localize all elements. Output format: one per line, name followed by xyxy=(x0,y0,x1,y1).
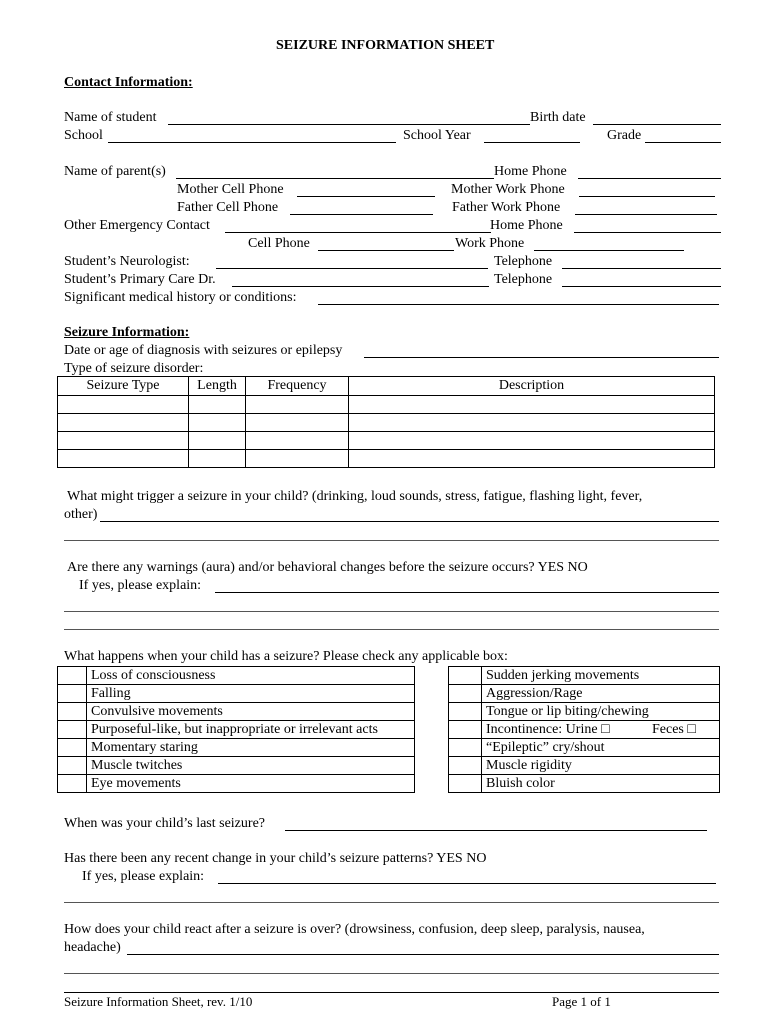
footer-page-number: Page 1 of 1 xyxy=(552,994,611,1009)
primary-care-label: Student’s Primary Care Dr. xyxy=(64,272,216,287)
work-phone-field[interactable] xyxy=(534,250,684,251)
checkbox[interactable] xyxy=(449,739,482,757)
checkbox[interactable] xyxy=(449,721,482,739)
father-work-label: Father Work Phone xyxy=(452,200,561,215)
list-item: Muscle rigidity xyxy=(449,757,720,775)
column-frequency: Frequency xyxy=(246,377,349,396)
aura-explain-field[interactable] xyxy=(215,592,719,593)
seizure-type-table xyxy=(57,376,715,468)
checklist-left xyxy=(57,666,415,793)
after-extra-line[interactable] xyxy=(64,973,719,974)
checkbox[interactable] xyxy=(58,721,87,739)
checkbox[interactable] xyxy=(58,775,87,793)
home-phone-label: Home Phone xyxy=(494,164,567,179)
medical-history-label: Significant medical history or conditions: xyxy=(64,290,297,305)
checkbox[interactable] xyxy=(58,757,87,775)
trigger-other-label: other) xyxy=(64,507,98,522)
list-item: Bluish color xyxy=(449,775,720,793)
checkbox[interactable] xyxy=(449,703,482,721)
telephone-field[interactable] xyxy=(562,268,721,269)
cell-phone-field[interactable] xyxy=(318,250,454,251)
seizure-heading: Seizure Information: xyxy=(64,325,190,340)
recent-change-question: Has there been any recent change in your child’s seizure patterns? YES NO xyxy=(64,851,487,866)
list-item xyxy=(449,721,720,739)
other-emergency-label: Other Emergency Contact xyxy=(64,218,210,233)
checkbox[interactable] xyxy=(58,685,87,703)
last-seizure-question: When was your child’s last seizure? xyxy=(64,816,265,831)
feces-label[interactable]: Feces □ xyxy=(652,722,696,737)
page-title: SEIZURE INFORMATION SHEET xyxy=(276,38,495,53)
home-phone-2-field[interactable] xyxy=(574,232,721,233)
last-seizure-field[interactable] xyxy=(285,830,707,831)
incontinence-urine-label[interactable]: Incontinence: Urine □ xyxy=(486,722,610,737)
trigger-extra-line[interactable] xyxy=(64,540,719,541)
checkbox[interactable] xyxy=(58,667,87,685)
contact-heading: Contact Information: xyxy=(64,75,193,90)
change-explain-field[interactable] xyxy=(218,883,716,884)
father-cell-label: Father Cell Phone xyxy=(177,200,279,215)
list-item: Eye movements xyxy=(58,775,415,793)
list-item: “Epileptic” cry/shout xyxy=(449,739,720,757)
mother-cell-field[interactable] xyxy=(297,196,435,197)
medical-history-field[interactable] xyxy=(318,304,719,305)
work-phone-label: Work Phone xyxy=(455,236,525,251)
grade-field[interactable] xyxy=(645,142,721,143)
neurologist-label: Student’s Neurologist: xyxy=(64,254,190,269)
checkbox[interactable] xyxy=(449,685,482,703)
checkbox[interactable] xyxy=(58,703,87,721)
primary-care-field[interactable] xyxy=(232,286,489,287)
home-phone-field[interactable] xyxy=(578,178,721,179)
parents-label: Name of parent(s) xyxy=(64,164,166,179)
table-row xyxy=(58,450,715,468)
table-row xyxy=(58,396,715,414)
after-seizure-label-2: headache) xyxy=(64,940,121,955)
aura-explain-label: If yes, please explain: xyxy=(79,578,202,593)
list-item: Falling xyxy=(58,685,415,703)
other-emergency-field[interactable] xyxy=(225,232,491,233)
checkbox[interactable] xyxy=(58,739,87,757)
list-item: Muscle twitches xyxy=(58,757,415,775)
telephone-2-label: Telephone xyxy=(494,272,553,287)
neurologist-field[interactable] xyxy=(216,268,488,269)
diagnosis-label: Date or age of diagnosis with seizures or epilepsy xyxy=(64,343,343,358)
mother-work-label: Mother Work Phone xyxy=(451,182,565,197)
cell-phone-label: Cell Phone xyxy=(248,236,310,251)
birth-date-label: Birth date xyxy=(530,110,586,125)
checkbox[interactable] xyxy=(449,757,482,775)
father-cell-field[interactable] xyxy=(290,214,433,215)
school-field[interactable] xyxy=(108,142,396,143)
school-label: School xyxy=(64,128,103,143)
aura-extra-line-1[interactable] xyxy=(64,611,719,612)
aura-question: Are there any warnings (aura) and/or behavioral changes before the seizure occurs? YES NO xyxy=(67,560,588,575)
table-row xyxy=(58,432,715,450)
checkbox[interactable] xyxy=(449,667,482,685)
list-item: Convulsive movements xyxy=(58,703,415,721)
checkbox[interactable] xyxy=(449,775,482,793)
father-work-field[interactable] xyxy=(575,214,717,215)
what-happens-question: What happens when your child has a seizure? Please check any applicable box: xyxy=(64,649,508,664)
home-phone-2-label: Home Phone xyxy=(490,218,563,233)
list-item: Tongue or lip biting/chewing xyxy=(449,703,720,721)
mother-work-field[interactable] xyxy=(579,196,715,197)
list-item: Aggression/Rage xyxy=(449,685,720,703)
column-length: Length xyxy=(189,377,246,396)
grade-label: Grade xyxy=(607,128,642,143)
school-year-label: School Year xyxy=(403,128,471,143)
diagnosis-field[interactable] xyxy=(364,357,719,358)
list-item: Sudden jerking movements xyxy=(449,667,720,685)
column-description: Description xyxy=(349,377,715,396)
school-year-field[interactable] xyxy=(484,142,580,143)
change-extra-line[interactable] xyxy=(64,902,719,903)
trigger-other-field[interactable] xyxy=(100,521,719,522)
trigger-question: What might trigger a seizure in your child? (drinking, loud sounds, stress, fatigue, flashing light, fever, xyxy=(67,489,643,504)
table-row xyxy=(58,414,715,432)
seizure-type-label: Type of seizure disorder: xyxy=(64,361,204,376)
after-seizure-question: How does your child react after a seizure is over? (drowsiness, confusion, deep sleep, paralysis, nausea, xyxy=(64,922,645,937)
aura-extra-line-2[interactable] xyxy=(64,629,719,630)
after-seizure-field[interactable] xyxy=(127,954,719,955)
list-item: Loss of consciousness xyxy=(58,667,415,685)
telephone-label: Telephone xyxy=(494,254,553,269)
column-seizure-type: Seizure Type xyxy=(58,377,189,396)
list-item: Purposeful-like, but inappropriate or irrelevant acts xyxy=(58,721,415,739)
telephone-2-field[interactable] xyxy=(562,286,721,287)
mother-cell-label: Mother Cell Phone xyxy=(177,182,284,197)
parents-field[interactable] xyxy=(176,178,494,179)
student-name-label: Name of student xyxy=(64,110,157,125)
list-item: Momentary staring xyxy=(58,739,415,757)
student-name-field[interactable] xyxy=(168,124,530,125)
birth-date-field[interactable] xyxy=(593,124,721,125)
footer-divider xyxy=(64,992,719,993)
checklist-right xyxy=(448,666,720,793)
footer-left: Seizure Information Sheet, rev. 1/10 xyxy=(64,994,253,1009)
change-explain-label: If yes, please explain: xyxy=(82,869,205,884)
